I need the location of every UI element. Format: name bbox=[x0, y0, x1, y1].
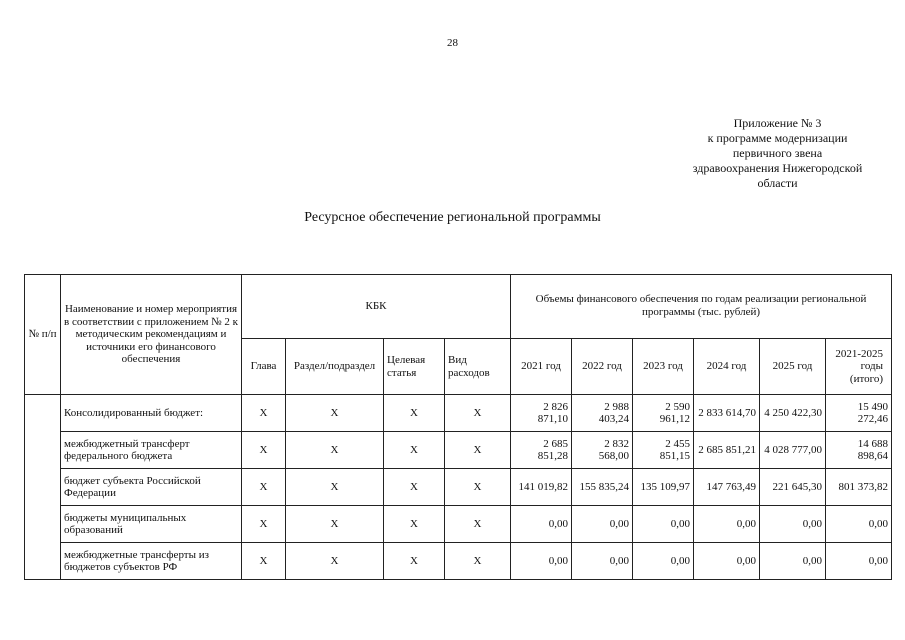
kbk-mark: X bbox=[384, 432, 445, 469]
header-year-2021: 2021 год bbox=[511, 339, 572, 395]
value-cell: 2 832 568,00 bbox=[572, 432, 633, 469]
value-cell: 2 685 851,21 bbox=[694, 432, 760, 469]
value-cell: 4 028 777,00 bbox=[760, 432, 826, 469]
value-cell: 0,00 bbox=[826, 543, 892, 580]
kbk-mark: X bbox=[384, 469, 445, 506]
value-cell: 0,00 bbox=[826, 506, 892, 543]
value-cell: 15 490 272,46 bbox=[826, 395, 892, 432]
value-cell: 14 688 898,64 bbox=[826, 432, 892, 469]
value-cell: 0,00 bbox=[572, 506, 633, 543]
value-cell: 135 109,97 bbox=[633, 469, 694, 506]
value-cell: 147 763,49 bbox=[694, 469, 760, 506]
header-volumes: Объемы финансового обеспечения по годам реализации региональной программы (тыс. рублей) bbox=[511, 275, 892, 339]
appendix-line: первичного звена bbox=[732, 146, 823, 160]
kbk-mark: X bbox=[445, 506, 511, 543]
appendix-line: здравоохранения Нижегородской bbox=[692, 161, 863, 175]
row-name: межбюджетный трансферт федерального бюджета bbox=[61, 432, 242, 469]
kbk-mark: X bbox=[445, 469, 511, 506]
value-cell: 0,00 bbox=[633, 543, 694, 580]
value-cell: 2 988 403,24 bbox=[572, 395, 633, 432]
value-cell: 141 019,82 bbox=[511, 469, 572, 506]
header-year-2024: 2024 год bbox=[694, 339, 760, 395]
kbk-mark: X bbox=[286, 506, 384, 543]
row-name: межбюджетные трансферты из бюджетов субъектов РФ bbox=[61, 543, 242, 580]
header-year-2025: 2025 год bbox=[760, 339, 826, 395]
value-cell: 2 685 851,28 bbox=[511, 432, 572, 469]
appendix-line: к программе модернизации bbox=[707, 131, 848, 145]
header-total: 2021-2025 годы (итого) bbox=[826, 339, 892, 395]
kbk-mark: X bbox=[445, 395, 511, 432]
header-num: № п/п bbox=[25, 275, 61, 395]
kbk-mark: X bbox=[286, 469, 384, 506]
value-cell: 2 826 871,10 bbox=[511, 395, 572, 432]
value-cell: 0,00 bbox=[572, 543, 633, 580]
kbk-mark: X bbox=[242, 469, 286, 506]
kbk-mark: X bbox=[286, 543, 384, 580]
value-cell: 0,00 bbox=[694, 506, 760, 543]
kbk-mark: X bbox=[445, 432, 511, 469]
header-year-2022: 2022 год bbox=[572, 339, 633, 395]
kbk-mark: X bbox=[445, 543, 511, 580]
kbk-mark: X bbox=[384, 395, 445, 432]
value-cell: 0,00 bbox=[760, 506, 826, 543]
header-name: Наименование и номер мероприятия в соответствии с приложением № 2 к методическим рекомендациям и источники его финансового обеспечения bbox=[61, 275, 242, 395]
table-row bbox=[25, 506, 892, 543]
value-cell: 155 835,24 bbox=[572, 469, 633, 506]
header-kbk: КБК bbox=[242, 275, 511, 339]
table-row bbox=[25, 395, 892, 432]
header-kbk-glava: Глава bbox=[242, 339, 286, 395]
value-cell: 0,00 bbox=[511, 543, 572, 580]
header-kbk-target: Целевая статья bbox=[384, 339, 445, 395]
row-name: бюджет субъекта Российской Федерации bbox=[61, 469, 242, 506]
header-kbk-expense-type: Вид расходов bbox=[445, 339, 511, 395]
page-number: 28 bbox=[447, 37, 458, 49]
document-title: Ресурсное обеспечение региональной программы bbox=[304, 210, 601, 225]
kbk-mark: X bbox=[242, 506, 286, 543]
table-row bbox=[25, 543, 892, 580]
row-name: бюджеты муниципальных образований bbox=[61, 506, 242, 543]
value-cell: 2 455 851,15 bbox=[633, 432, 694, 469]
resource-table bbox=[24, 274, 892, 580]
kbk-mark: X bbox=[286, 432, 384, 469]
kbk-mark: X bbox=[242, 395, 286, 432]
value-cell: 0,00 bbox=[694, 543, 760, 580]
row-number-cell bbox=[25, 395, 61, 580]
value-cell: 221 645,30 bbox=[760, 469, 826, 506]
value-cell: 801 373,82 bbox=[826, 469, 892, 506]
appendix-line: Приложение № 3 bbox=[733, 116, 822, 130]
table-row bbox=[25, 469, 892, 506]
kbk-mark: X bbox=[242, 432, 286, 469]
row-name: Консолидированный бюджет: bbox=[61, 395, 242, 432]
kbk-mark: X bbox=[242, 543, 286, 580]
value-cell: 4 250 422,30 bbox=[760, 395, 826, 432]
value-cell: 0,00 bbox=[633, 506, 694, 543]
value-cell: 0,00 bbox=[511, 506, 572, 543]
kbk-mark: X bbox=[384, 543, 445, 580]
value-cell: 0,00 bbox=[760, 543, 826, 580]
appendix-line: области bbox=[757, 176, 798, 190]
header-year-2023: 2023 год bbox=[633, 339, 694, 395]
table-row bbox=[25, 432, 892, 469]
appendix-header bbox=[670, 116, 885, 191]
header-kbk-section: Раздел/подраздел bbox=[286, 339, 384, 395]
value-cell: 2 833 614,70 bbox=[694, 395, 760, 432]
header-row-top bbox=[25, 275, 892, 339]
value-cell: 2 590 961,12 bbox=[633, 395, 694, 432]
kbk-mark: X bbox=[286, 395, 384, 432]
kbk-mark: X bbox=[384, 506, 445, 543]
